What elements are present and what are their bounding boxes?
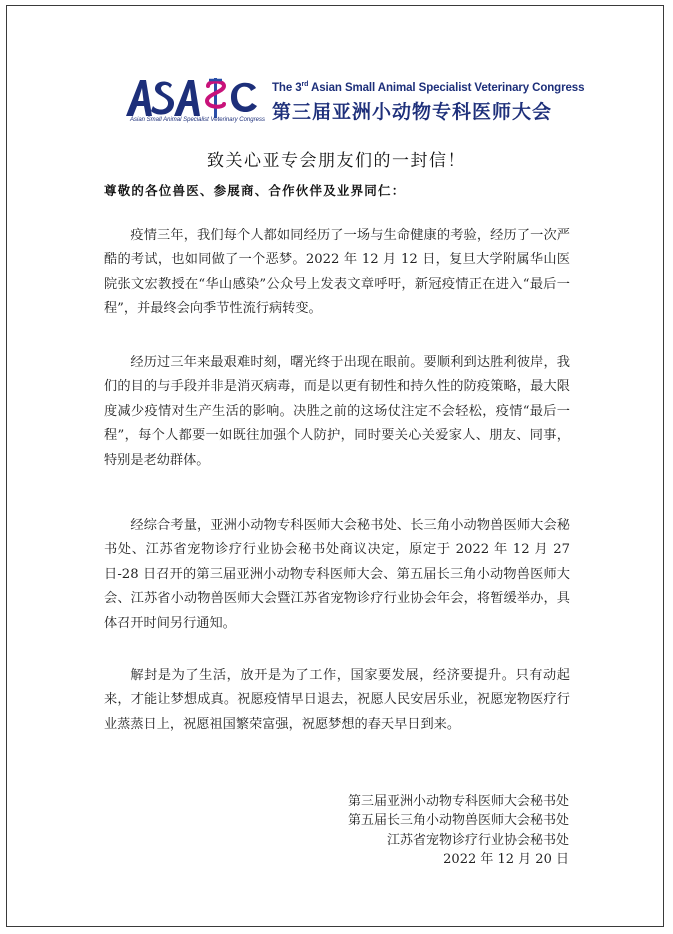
signature-block (348, 792, 569, 869)
signature-line: 第五届长三角小动物兽医师大会秘书处 (347, 813, 569, 829)
body-paragraph: 经历过三年来最艰难时刻，曙光终于出现在眼前。要顺利到达胜利彼岸，我们的目的与手段并非是消灭病毒，而是以更有韧性和持久性的防疫策略，最大限度减少疫情对生产生活的影响。决胜之前的这场仗注定不会轻松，疫情“最后一程”，每个人都要一如既往加强个人防护，同时要关心关爱家人、朋友、同事，特别是老幼群体。 (104, 355, 570, 468)
letter-salutation: 尊敬的各位兽医、参展商、合作伙伴及业界同仁： (104, 183, 406, 198)
letter-date: 2022 年 12 月 20 日 (443, 851, 569, 867)
logo-tagline: Asian Small Animal Specialist Veterinary Congress (130, 117, 265, 123)
congress-logo (124, 74, 585, 136)
body-paragraph: 疫情三年，我们每个人都如同经历了一场与生命健康的考验，经历了一次严酷的考试，也如同做了一个恶梦。2022 年 12 月 12 日，复旦大学附属华山医院张文宏教授在“华山感染”公众号上发表文章呼吁，新冠疫情正在进入“最后一程”，并最终会向季节性流行病转变。 (104, 228, 570, 317)
signature-line: 江苏省宠物诊疗行业协会秘书处 (386, 832, 569, 848)
body-paragraph: 解封是为了生活，放开是为了工作，国家要发展，经济要提升。只有动起来，才能让梦想成真。祝愿疫情早日退去，祝愿人民安居乐业，祝愿宠物医疗行业蒸蒸日上，祝愿祖国繁荣富强，祝愿梦想的春天早日到来。 (104, 668, 570, 732)
letter-title: 致关心亚专会朋友们的一封信！ (207, 151, 466, 171)
signature-line: 第三届亚洲小动物专科医师大会秘书处 (347, 794, 569, 809)
body-paragraph: 经综合考量，亚洲小动物专科医师大会秘书处、长三角小动物兽医师大会秘书处、江苏省宠物诊疗行业协会秘书处商议决定，原定于 2022 年 12 月 27 日-28 日召开的第三届亚洲小动物专科医师大会、第五届长三角小动物兽医师大会、江苏省小动物兽医师大会暨江苏省宠物诊疗行业协会年会，将暂缓举办，具体召开时间另行通知。 (104, 518, 570, 631)
congress-english-name: The 3rd Asian Small Animal Specialist Veterinary Congress (272, 81, 585, 94)
congress-chinese-name: 第三届亚洲小动物专科医师大会 (272, 101, 553, 123)
